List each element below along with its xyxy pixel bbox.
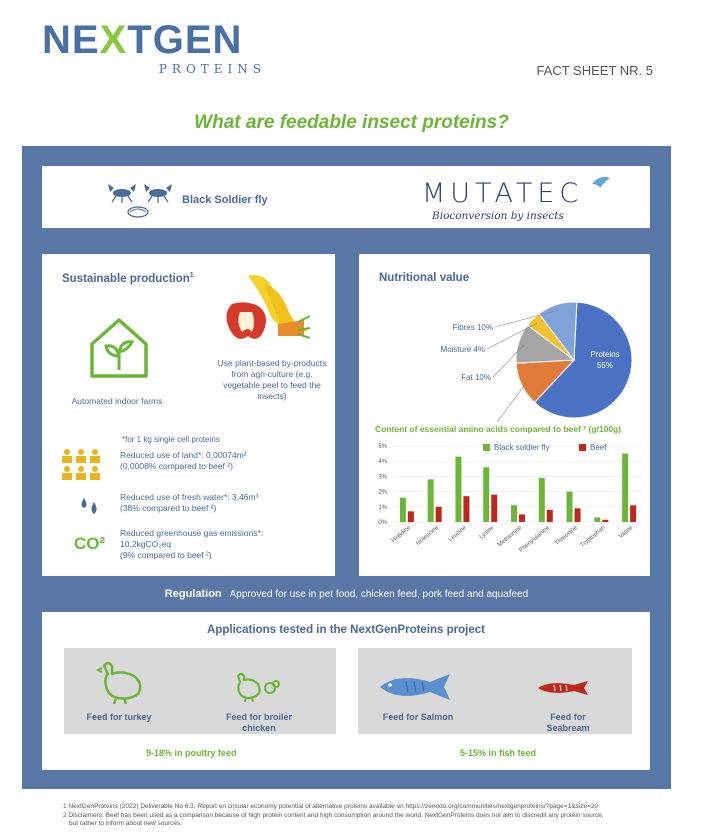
salmon-icon xyxy=(378,672,454,702)
pie-label: Proteins xyxy=(590,350,620,359)
nutrition-pie-chart xyxy=(359,282,650,422)
land-pots-icon xyxy=(60,448,104,482)
x-tick-label: Tryptophan xyxy=(579,524,607,549)
y-tick-label: 4% xyxy=(378,459,387,466)
pie-label: Fibres 10% xyxy=(452,323,493,332)
y-tick-label: 2% xyxy=(378,489,387,496)
bar xyxy=(511,505,517,522)
bar xyxy=(463,496,469,522)
water-stat: Reduced use of fresh water*: 3,46m³ (38% compared to beef ²) xyxy=(120,492,259,513)
seabream-label: Feed for Seabream xyxy=(546,712,590,733)
sustainable-card xyxy=(42,254,335,576)
broiler-chicken-icon xyxy=(232,670,282,702)
broiler-label: Feed for broiler chicken xyxy=(225,712,292,733)
bar xyxy=(547,510,553,522)
bar xyxy=(539,478,545,522)
legend-label: Beef xyxy=(590,443,607,452)
x-tick-label: Histidine xyxy=(390,524,413,545)
land-stat: Reduced use of land*: 0,00074m² (0,0008% compared to beef ²) xyxy=(120,450,247,471)
x-tick-label: Methionine xyxy=(496,524,524,549)
content-frame xyxy=(22,146,671,789)
indoor-farm-icon xyxy=(88,316,150,380)
bar xyxy=(428,479,434,522)
bar xyxy=(436,507,442,522)
mutatec-tagline: Bioconversion by insects xyxy=(432,210,564,222)
ghg-stat: Reduced greenhouse gas emissions*: 10,2kgCO₂eq (9% compared to beef ²) xyxy=(120,528,264,560)
footnote-1: 1 NextGenProteins (2022) Deliverable No 6.3. Report on circular economy potential of alternative proteins available on https://zenodo.org/communities/nextgenproteins/?page=1&size=20 xyxy=(63,803,599,810)
bar xyxy=(519,514,525,522)
legend-swatch xyxy=(483,444,490,451)
bar xyxy=(602,520,608,522)
bar xyxy=(455,457,461,522)
co2-icon: CO² xyxy=(74,534,106,553)
applications-title: Applications tested in the NextGenProteins project xyxy=(207,624,485,636)
bar xyxy=(483,467,489,522)
amino-acid-bar-chart xyxy=(359,438,650,572)
applications-card xyxy=(42,612,650,770)
pie-label: Moisture 4% xyxy=(440,345,485,354)
logo-wordmark: NEXTGEN xyxy=(42,18,243,62)
footnote-3: but rather to inform about new sources. xyxy=(69,820,183,827)
nutrition-card xyxy=(359,254,650,576)
regulation-bar: Regulation Approved for use in pet food, chicken feed, pork feed and aquafeed xyxy=(164,588,529,600)
logo-subtitle: PROTEINS xyxy=(158,62,266,76)
x-tick-label: Phenylalanine xyxy=(518,524,552,554)
x-tick-label: Leucine xyxy=(447,524,468,544)
bar xyxy=(491,495,497,522)
x-tick-label: Threonine xyxy=(554,524,579,547)
mutatec-fish-icon xyxy=(590,174,612,190)
seabream-icon xyxy=(536,680,592,696)
x-tick-label: Valine xyxy=(618,524,635,540)
legend-label: Black soldier fly xyxy=(494,443,550,452)
amino-chart-title: Content of essential amino acids compared to beef ² (g/100g) xyxy=(375,424,622,434)
fly-icon xyxy=(108,182,180,222)
bar xyxy=(575,508,581,522)
fact-sheet-number: FACT SHEET NR. 5 xyxy=(536,63,653,78)
bar xyxy=(630,505,636,522)
insect-name: Black Soldier fly xyxy=(182,194,268,206)
x-tick-label: Lysine xyxy=(478,524,496,541)
bar xyxy=(567,492,573,522)
y-tick-label: 1% xyxy=(378,504,387,511)
water-drops-icon xyxy=(78,496,100,516)
poultry-range: 9-18% in poultry feed xyxy=(146,748,237,758)
y-tick-label: 0% xyxy=(378,520,387,526)
nutrition-title: Nutritional value xyxy=(379,272,470,284)
y-tick-label: 5% xyxy=(378,444,387,450)
bar xyxy=(400,498,406,522)
mutatec-logo: MUTATEC xyxy=(422,178,584,209)
insect-card xyxy=(42,166,650,228)
legend-swatch xyxy=(579,444,586,451)
pie-label: 55% xyxy=(596,361,614,370)
page-title: What are feedable insect proteins? xyxy=(194,112,509,133)
pie-leader-line xyxy=(489,382,527,422)
bar xyxy=(408,511,414,522)
y-tick-label: 3% xyxy=(378,474,387,481)
footnote-2: 2 Disclaimers: Beef has been used as a comparison because of high protein content and high consumption around the world. NextGenProteins does not aim to discredit any protein source, xyxy=(63,812,604,819)
fish-box xyxy=(358,648,632,734)
bar xyxy=(594,517,600,522)
x-tick-label: Isoleucine xyxy=(415,524,440,547)
pie-label: Fat 10% xyxy=(461,373,491,382)
salmon-label: Feed for Salmon xyxy=(382,712,454,722)
unit-note: *for 1 kg single cell proteins xyxy=(122,435,220,444)
food-waste-icon xyxy=(218,270,310,350)
turkey-label: Feed for turkey xyxy=(86,712,152,722)
poultry-box xyxy=(64,648,336,734)
bar xyxy=(622,454,628,522)
sustainable-title: Sustainable production$^1$ xyxy=(62,272,194,285)
fish-range: 5-15% in fish feed xyxy=(460,748,537,758)
byproducts-label: Use plant-based by-products from agri-culture (e.g. vegetable peel to feed the insects) xyxy=(217,358,327,401)
indoor-farm-label: Automated indoor farms xyxy=(71,396,163,406)
turkey-icon xyxy=(94,658,146,704)
nextgen-logo xyxy=(42,18,272,80)
